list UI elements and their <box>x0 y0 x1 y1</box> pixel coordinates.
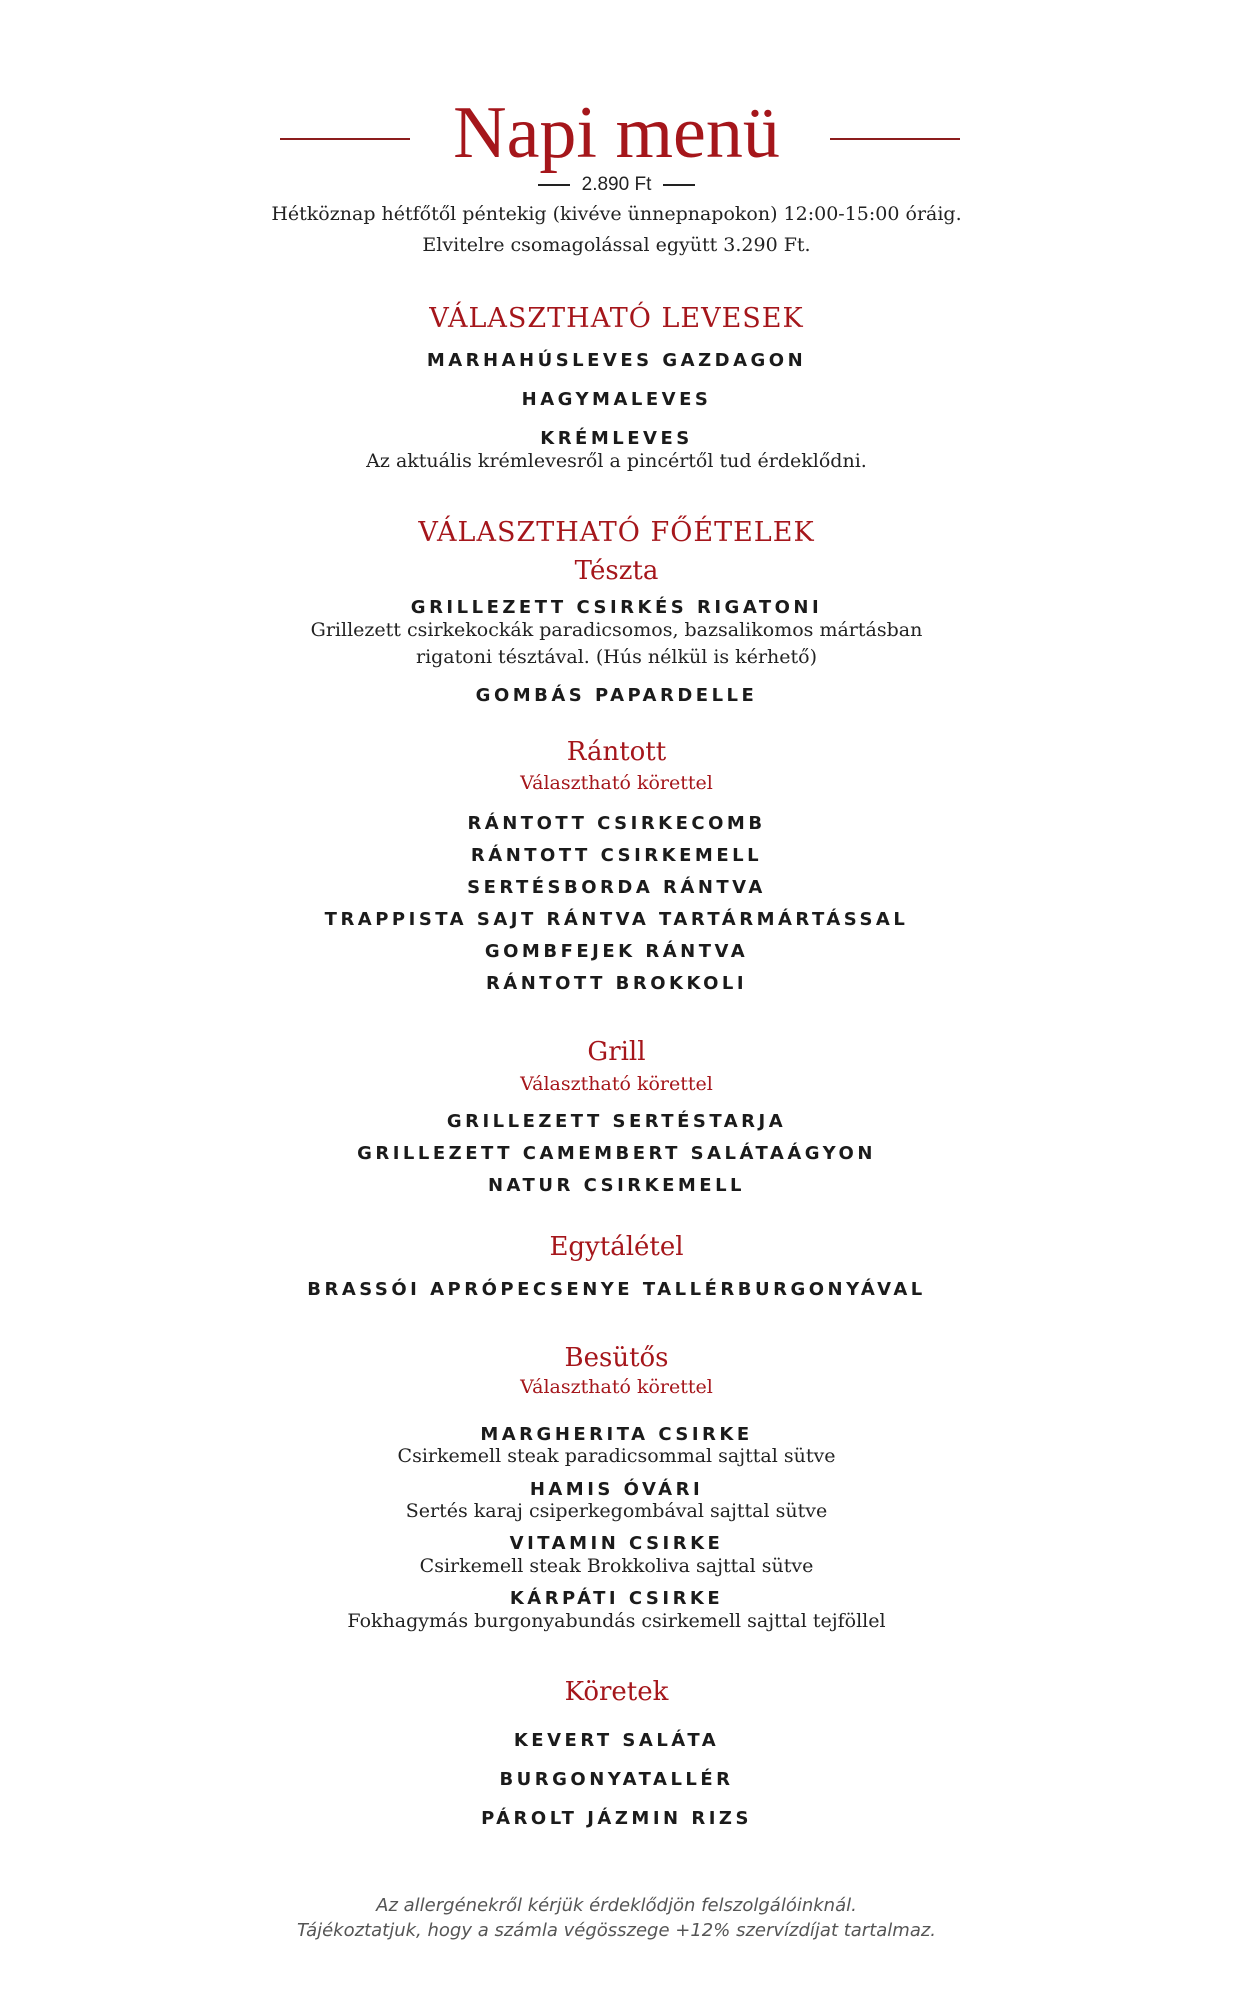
menu-item: PÁROLT JÁZMIN RIZS <box>481 1808 752 1829</box>
side-choice-note: Választható körettel <box>520 1073 713 1095</box>
service-charge-note: Tájékoztatjuk, hogy a számla végösszege +12% szervízdíjat tartalmaz. <box>296 1920 937 1941</box>
menu-item: MARGHERITA CSIRKE <box>480 1424 753 1445</box>
price-row <box>0 174 1233 196</box>
grill-heading: Grill <box>587 1037 646 1067</box>
price-dash-right <box>663 184 695 186</box>
menu-item: BURGONYATALLÉR <box>499 1769 734 1790</box>
menu-item: KRÉMLEVES <box>540 428 693 449</box>
item-description: Fokhagymás burgonyabundás csirkemell sajttal tejföllel <box>347 1610 886 1632</box>
sides-heading: Köretek <box>564 1677 669 1707</box>
item-description: Az aktuális krémlevesről a pincértől tud érdeklődni. <box>366 450 867 472</box>
menu-item: GOMBÁS PAPARDELLE <box>475 685 758 706</box>
title-row <box>0 88 1233 178</box>
menu-item: RÁNTOTT CSIRKEMELL <box>470 845 763 866</box>
item-description: Sertés karaj csiperkegombával sajttal sütve <box>405 1500 828 1522</box>
menu-item: GRILLEZETT CSIRKÉS RIGATONI <box>410 597 823 618</box>
menu-item: VITAMIN CSIRKE <box>509 1533 724 1554</box>
menu-item: RÁNTOTT CSIRKECOMB <box>467 813 766 834</box>
menu-item: GRILLEZETT SERTÉSTARJA <box>446 1111 787 1132</box>
menu-item: TRAPPISTA SAJT RÁNTVA TARTÁRMÁRTÁSSAL <box>324 909 909 930</box>
menu-item: HAMIS ÓVÁRI <box>529 1479 704 1500</box>
item-description: Csirkemell steak paradicsommal sajttal sütve <box>397 1445 836 1467</box>
menu-item: GRILLEZETT CAMEMBERT SALÁTAÁGYON <box>357 1143 876 1164</box>
menu-item: GOMBFEJEK RÁNTVA <box>484 941 749 962</box>
menu-item: HAGYMALEVES <box>521 389 712 410</box>
menu-price: 2.890 Ft <box>581 174 652 195</box>
side-choice-note: Választható körettel <box>520 1376 713 1398</box>
title-rule-right <box>830 138 960 140</box>
onedish-heading: Egytálétel <box>549 1232 684 1262</box>
menu-item: MARHAHÚSLEVES GAZDAGON <box>426 350 807 371</box>
menu-item: KÁRPÁTI CSIRKE <box>509 1588 724 1609</box>
side-choice-note: Választható körettel <box>520 772 713 794</box>
menu-item: NATUR CSIRKEMELL <box>487 1175 746 1196</box>
mains-heading: VÁLASZTHATÓ FŐÉTELEK <box>418 517 815 548</box>
menu-item: KEVERT SALÁTA <box>513 1730 720 1751</box>
item-description: Csirkemell steak Brokkoliva sajttal sütve <box>419 1555 814 1577</box>
item-description: rigatoni tésztával. (Hús nélkül is kérhető) <box>415 646 817 668</box>
soups-heading: VÁLASZTHATÓ LEVESEK <box>429 303 804 334</box>
allergen-note: Az allergénekről kérjük érdeklődjön felszolgálóinknál. <box>376 1895 857 1916</box>
menu-item: SERTÉSBORDA RÁNTVA <box>467 877 766 898</box>
info-hours: Hétköznap hétfőtől péntekig (kivéve ünnepnapokon) 12:00-15:00 óráig. <box>271 203 962 225</box>
price-dash-left <box>538 184 570 186</box>
item-description: Grillezett csirkekockák paradicsomos, bazsalikomos mártásban <box>310 619 923 641</box>
breaded-heading: Rántott <box>566 737 667 767</box>
menu-item: BRASSÓI APRÓPECSENYE TALLÉRBURGONYÁVAL <box>307 1279 926 1300</box>
pasta-heading: Tészta <box>574 556 659 586</box>
baked-heading: Besütős <box>564 1343 669 1373</box>
menu-title: Napi menü <box>453 92 780 174</box>
info-takeaway: Elvitelre csomagolással együtt 3.290 Ft. <box>422 234 811 256</box>
menu-item: RÁNTOTT BROKKOLI <box>485 973 748 994</box>
